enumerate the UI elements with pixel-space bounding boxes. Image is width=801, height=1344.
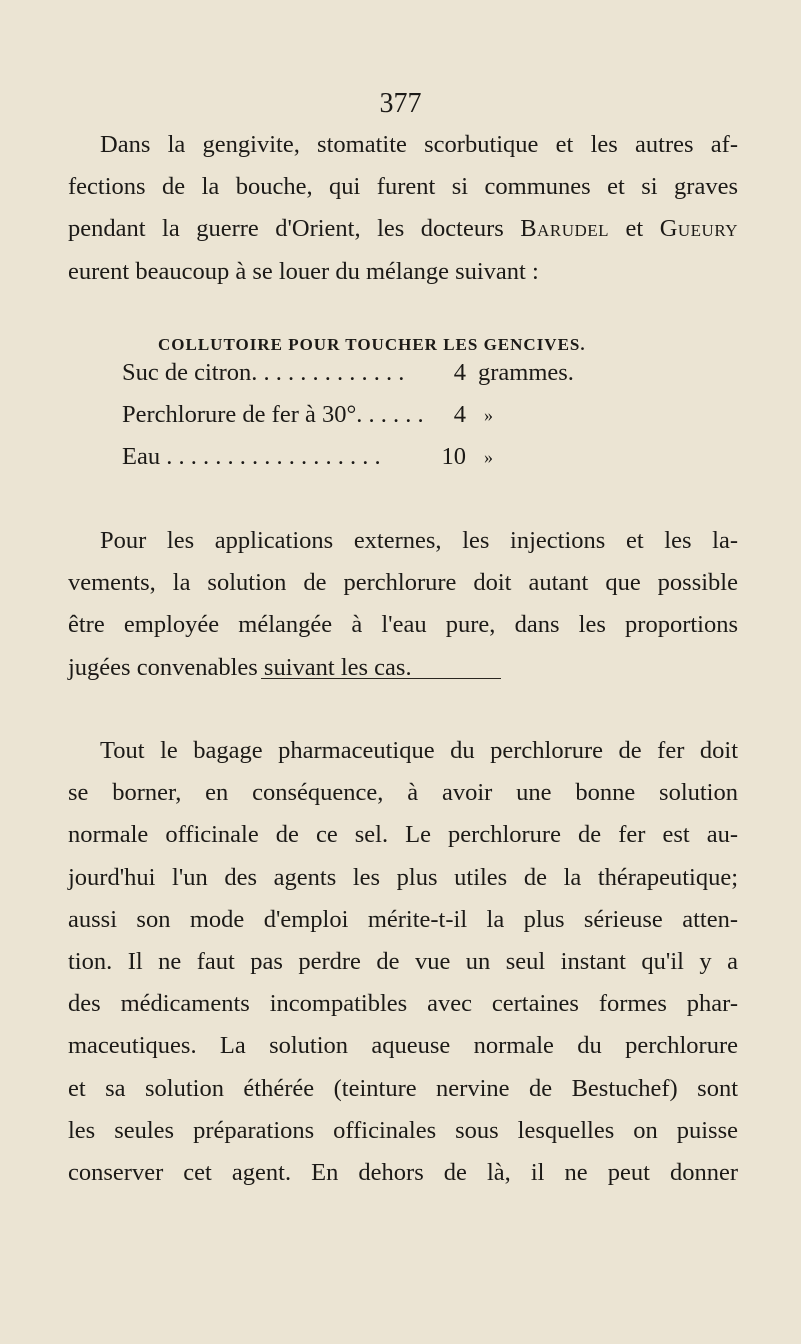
ingredient-unit: grammes. — [478, 359, 574, 386]
text-line: Dans la gengivite, stomatite scorbutique et les autres af- — [100, 131, 738, 158]
text-line: tion. Il ne faut pas perdre de vue un seul instant qu'il y a — [68, 948, 738, 976]
text-line: maceutiques. La solution aqueuse normale du perchlorure — [68, 1032, 738, 1060]
text-line: Pour les applications externes, les injections et les la- — [100, 527, 738, 554]
ingredient-name: Eau . . . . . . . . . . . . . . . . . . — [122, 443, 381, 470]
text-line — [68, 208, 738, 250]
text-line: être employée mélangée à l'eau pure, dans les proportions — [68, 611, 738, 639]
paragraph-intro — [68, 124, 738, 293]
text-segment: pendant la guerre d'Orient, les docteurs — [68, 215, 504, 243]
paragraph-applications — [68, 520, 738, 689]
paragraph-pharmacy — [68, 730, 738, 1194]
ingredient-quantity: 4 — [453, 359, 466, 386]
author-name: Gueury — [659, 215, 739, 243]
text-line: et sa solution éthérée (teinture nervine de Bestuchef) sont — [68, 1074, 738, 1102]
text-line: se borner, en conséquence, à avoir une bonne solution — [68, 779, 738, 807]
text-line: les seules préparations officinales sous lesquelles on puisse — [68, 1116, 738, 1144]
ingredient-name: Suc de citron. . . . . . . . . . . . . — [122, 359, 405, 386]
ingredient-quantity: 4 — [453, 401, 466, 428]
text-line: normale officinale de ce sel. Le perchlorure de fer est au- — [68, 821, 738, 849]
text-line: eurent beaucoup à se louer du mélange suivant : — [68, 257, 539, 285]
text-line: conserver cet agent. En dehors de là, il ne peut donner — [68, 1159, 738, 1187]
text-line: vements, la solution de perchlorure doit autant que possible — [68, 569, 738, 597]
text-line: fections de la bouche, qui furent si communes et si graves — [68, 173, 738, 201]
text-line: aussi son mode d'emploi mérite-t-il la plus sérieuse atten- — [68, 905, 738, 933]
author-name: Barudel — [520, 215, 610, 243]
text-line: des médicaments incompatibles avec certaines formes phar- — [68, 990, 738, 1018]
text-segment: et — [625, 215, 644, 243]
text-line: Tout le bagage pharmaceutique du perchlorure de fer doit — [100, 737, 738, 764]
section-divider — [261, 678, 501, 679]
ingredient-unit: » — [484, 447, 493, 467]
ingredient-name: Perchlorure de fer à 30°. . . . . . — [122, 401, 424, 428]
text-line: jourd'hui l'un des agents les plus utiles de la thérapeutique; — [68, 863, 738, 891]
recipe-title: COLLUTOIRE POUR TOUCHER LES GENCIVES. — [158, 335, 586, 354]
page-number: 377 — [379, 88, 422, 119]
ingredient-unit: » — [484, 405, 493, 425]
text-line: jugées convenables suivant les cas. — [68, 653, 412, 681]
ingredient-quantity: 10 — [441, 443, 466, 470]
